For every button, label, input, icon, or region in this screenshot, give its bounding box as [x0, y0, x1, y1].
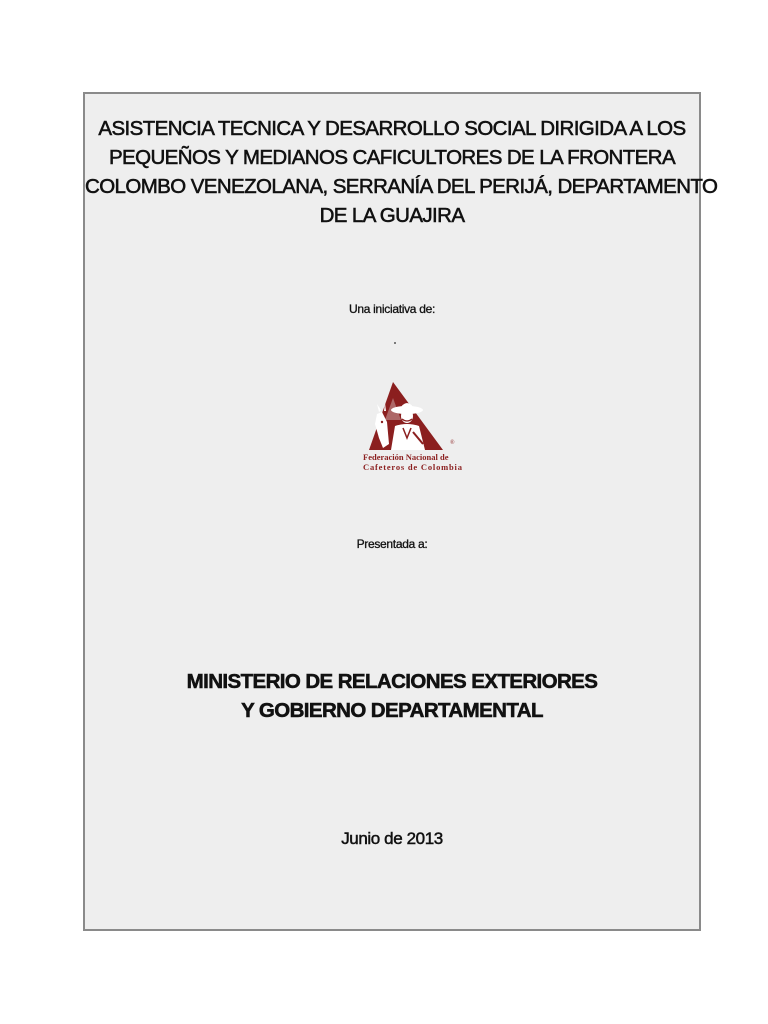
logo-text-line1: Federación Nacional de	[363, 452, 449, 462]
title-line: ASISTENCIA TECNICA Y DESARROLLO SOCIAL DIRIGIDA A LOS	[98, 117, 686, 140]
presented-label: Presentada a:	[356, 537, 428, 551]
logo-text-line2: Cafeteros de Colombia	[363, 462, 463, 472]
document-page	[83, 92, 718, 931]
title-line: DE LA GUAJIRA	[319, 204, 465, 227]
registered-mark: ®	[450, 440, 455, 446]
recipient-line: Y GOBIERNO DEPARTAMENTAL	[241, 699, 543, 722]
federacion-cafeteros-logo-icon	[355, 378, 465, 474]
separator-dot	[394, 342, 396, 344]
title-line: COLOMBO VENEZOLANA, SERRANÍA DEL PERIJÁ, DEPARTAMENTO	[85, 175, 718, 198]
document-date: Junio de 2013	[341, 829, 443, 848]
initiative-label: Una iniciativa de:	[349, 302, 435, 316]
recipient-line: MINISTERIO DE RELACIONES EXTERIORES	[186, 670, 598, 693]
title-line: PEQUEÑOS Y MEDIANOS CAFICULTORES DE LA FRONTERA	[108, 146, 676, 169]
document-title	[85, 114, 718, 230]
recipient-heading	[85, 667, 699, 725]
